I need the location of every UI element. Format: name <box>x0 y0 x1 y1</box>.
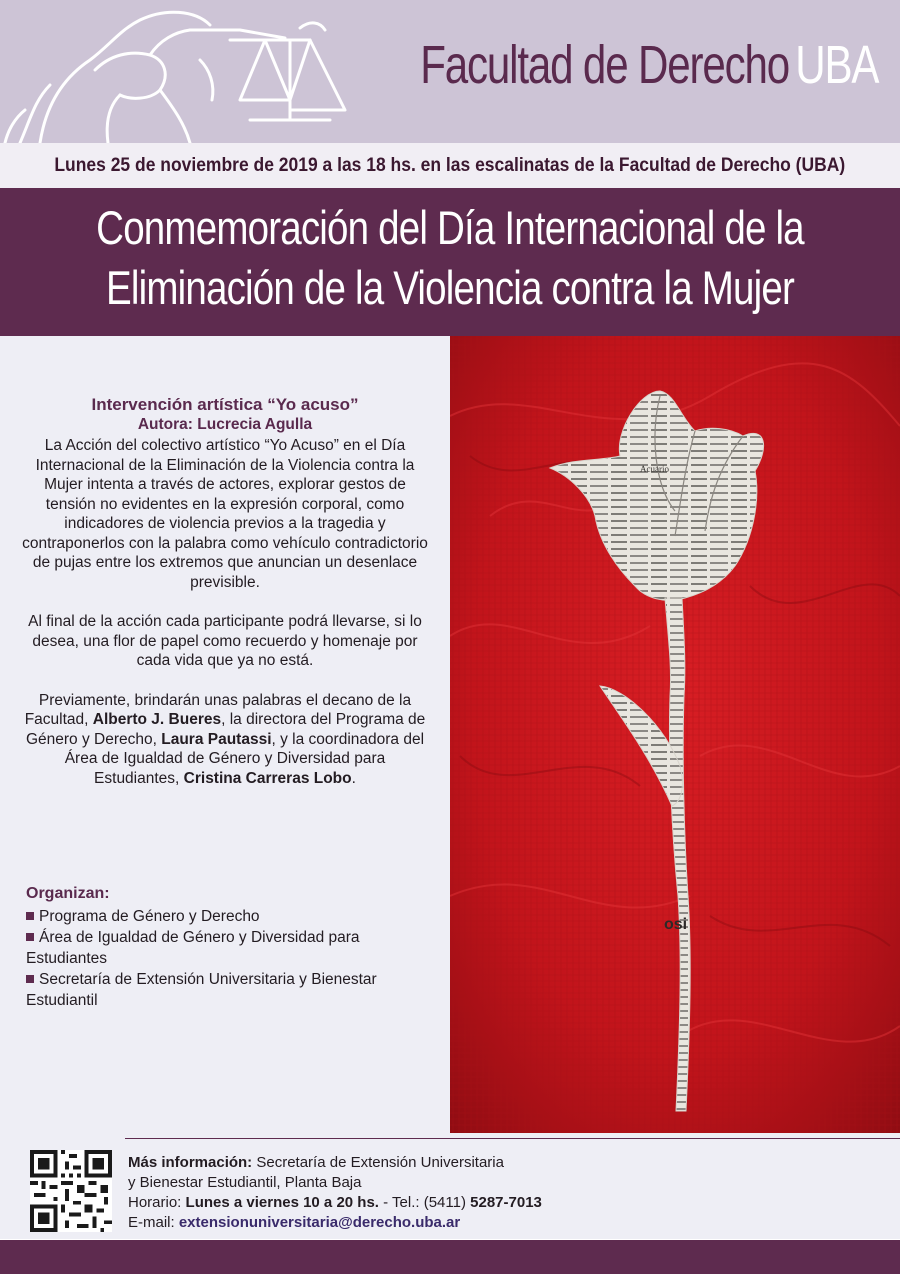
institution-name: Facultad de Derecho <box>419 35 789 95</box>
event-title-line-1: Conmemoración del Día Internacional de la <box>96 201 804 254</box>
intervention-author: Autora: Lucrecia Agulla <box>137 416 313 433</box>
square-bullet-icon <box>26 975 34 983</box>
organizers-section <box>26 883 426 1011</box>
hours-line <box>128 1193 748 1213</box>
more-info-label: Más información: <box>128 1154 253 1171</box>
phone-number[interactable]: 5287-7013 <box>470 1194 542 1211</box>
more-info-line-2: y Bienestar Estudiantil, Planta Baja <box>128 1174 362 1191</box>
organizer-item <box>26 927 426 969</box>
phone-label: - Tel.: (5411) <box>378 1194 471 1211</box>
speaker-name-dean: Alberto J. Bueres <box>92 711 222 728</box>
speaker-name-director: Laura Pautassi <box>161 730 272 748</box>
more-info-text: Secretaría de Extensión Universitaria <box>252 1154 504 1171</box>
speakers-text: Previamente, brindarán unas palabras el decano de la Facultad, <box>24 691 412 728</box>
contact-info <box>128 1153 748 1233</box>
newspaper-fragment-1: Acuario <box>640 464 669 474</box>
square-bullet-icon <box>26 912 34 920</box>
rose-photo-svg <box>450 336 900 1133</box>
header <box>0 0 900 143</box>
newspaper-fragment-2: osi <box>664 916 688 933</box>
intervention-description: La Acción del colectivo artístico “Yo Acuso” en el Día Internacional de la Eliminación de la Violencia contra la Mujer intenta a través de actores, explorar gestos de tensión no evidentes en la expresión corporal, como indicadores de violencia previos a la tragedia y contraponerlos con la palabra como vehículo contradictorio de pujas entre los extremos que anuncian un desenlace previsible. <box>22 437 428 591</box>
organizer-item <box>26 969 426 1011</box>
event-date-text: Lunes 25 de noviembre de 2019 a las 18 hs. en las escalinatas de la Facultad de Derecho (UBA) <box>54 154 846 176</box>
qr-code-graphic <box>30 1150 112 1232</box>
speakers-text: , y la coordinadora del Área de Igualdad de Género y Diversidad para Estudiantes, <box>64 730 425 787</box>
speakers-text: , la directora del Programa de Género y Derecho, <box>25 711 426 748</box>
square-bullet-icon <box>26 933 34 941</box>
organizer-item <box>26 906 426 927</box>
organizers-heading: Organizan: <box>26 885 110 902</box>
event-description <box>20 395 430 808</box>
email-link[interactable]: extensionuniversitaria@derecho.uba.ar <box>178 1214 461 1231</box>
bottom-bar <box>0 1240 900 1274</box>
email-line <box>128 1213 748 1233</box>
organizer-name: Área de Igualdad de Género y Diversidad para Estudiantes <box>26 929 360 967</box>
institution-acronym: UBA <box>794 35 878 95</box>
event-dateline <box>0 143 900 188</box>
event-title <box>0 198 900 318</box>
qr-code-icon[interactable] <box>30 1150 112 1232</box>
event-title-line-2: Eliminación de la Violencia contra la Mujer <box>105 261 795 314</box>
email-label: E-mail: <box>128 1214 179 1231</box>
footer-divider <box>125 1138 900 1139</box>
organizer-name: Programa de Género y Derecho <box>39 908 260 925</box>
more-info-line <box>128 1153 748 1173</box>
institution-title <box>420 34 878 96</box>
intervention-closing: Al final de la acción cada participante podrá llevarse, si lo desea, una flor de papel como recuerdo y homenaje por cada vida que ya no está. <box>28 613 422 669</box>
newspaper-rose-image <box>450 336 900 1133</box>
speakers-text: . <box>351 769 356 787</box>
speakers-paragraph <box>20 691 430 789</box>
event-banner <box>0 188 900 336</box>
intervention-title: Intervención artística “Yo acuso” <box>91 395 359 414</box>
justice-figure-illustration <box>0 0 380 143</box>
hours-label: Horario: <box>128 1194 186 1211</box>
speaker-name-coordinator: Cristina Carreras Lobo <box>183 769 352 787</box>
hours-value: Lunes a viernes 10 a 20 hs. <box>185 1194 379 1211</box>
organizer-name: Secretaría de Extensión Universitaria y Bienestar Estudiantil <box>26 971 377 1009</box>
